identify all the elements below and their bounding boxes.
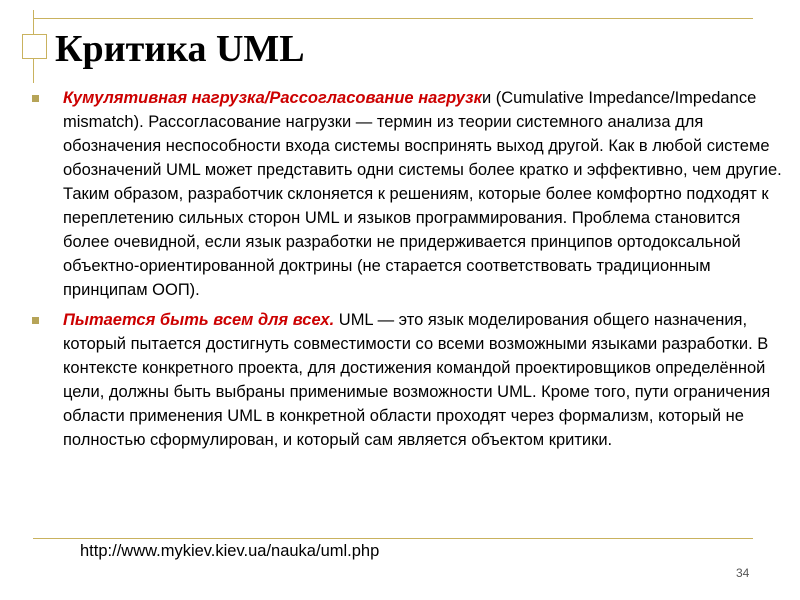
bullet-marker-icon xyxy=(32,95,39,102)
decorative-square xyxy=(22,34,47,59)
bullet-item xyxy=(32,308,784,452)
source-url: http://www.mykiev.kiev.ua/nauka/uml.php xyxy=(80,542,380,560)
bullet-item xyxy=(32,86,784,302)
bullet-text: UML — это язык моделирования общего назначения, который пытается достигнуть совместимости со всеми возможными языками разработки. В контексте конкретного проекта, для достижения командой проектировщиков определённой цели, должны быть выбраны применимые возможности UML. Кроме того, пути ограничения области применения UML в конкретной области проходят через формализм, который не полностью сформулирован, и который сам является объектом критики. xyxy=(63,311,771,449)
bullet-marker-icon xyxy=(32,317,39,324)
slide-content xyxy=(32,86,784,458)
bullet-term: Кумулятивная нагрузка/Рассогласование нагрузк xyxy=(63,89,482,107)
slide-title: Критика UML xyxy=(55,28,305,70)
bullet-term: Пытается быть всем для всех. xyxy=(63,311,335,329)
bullet-text: и (Cumulative Impedance/Impedance mismatch). Рассогласование нагрузки — термин из теории системного анализа для обозначения неспособности входа системы воспринять выход другой. Как в любой системе обозначений UML может представить одни системы более кратко и эффективно, чем другие. Таким образом, разработчик склоняется к решениям, которые более комфортно подходят к переплетению сильных сторон UML и языков программирования. Проблема становится более очевидной, если язык разработки не придерживается принципов ортодоксальной объектно-ориентированной доктрины (не старается соответствовать традиционным принципам ООП). xyxy=(63,89,782,299)
decorative-top-line xyxy=(33,18,753,19)
page-number: 34 xyxy=(736,566,750,580)
